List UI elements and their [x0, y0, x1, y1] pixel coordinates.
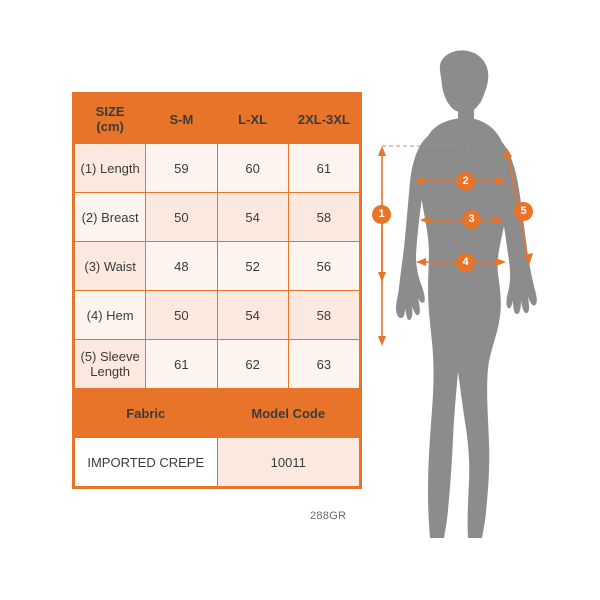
header-size-line1: SIZE — [95, 104, 125, 119]
cell-1-2: 58 — [288, 193, 359, 242]
measure-badge-5: 5 — [514, 202, 533, 221]
model-code-value: 10011 — [217, 438, 360, 487]
model-code-header: Model Code — [217, 389, 360, 438]
row-label-2: (3) Waist — [75, 242, 146, 291]
cell-2-1: 52 — [217, 242, 288, 291]
cell-0-1: 60 — [217, 144, 288, 193]
fabric-value: IMPORTED CREPE — [75, 438, 218, 487]
table-header-row — [75, 95, 360, 144]
header-size-line2: (cm) — [96, 119, 124, 134]
table-footer-header-row — [75, 389, 360, 438]
cell-4-1: 62 — [217, 340, 288, 389]
cell-4-2: 63 — [288, 340, 359, 389]
cell-3-1: 54 — [217, 291, 288, 340]
header-col-1: L-XL — [217, 95, 288, 144]
header-col-0: S-M — [146, 95, 217, 144]
fabric-header: Fabric — [75, 389, 218, 438]
row-label-4: (5) Sleeve Length — [75, 340, 146, 389]
model-figure-area — [370, 50, 595, 550]
measure-badge-2: 2 — [456, 172, 475, 191]
measure-badge-3: 3 — [462, 210, 481, 229]
cell-3-0: 50 — [146, 291, 217, 340]
row-label-1: (2) Breast — [75, 193, 146, 242]
header-size-label — [75, 95, 146, 144]
measure-badge-1: 1 — [372, 205, 391, 224]
header-col-2: 2XL-3XL — [288, 95, 359, 144]
size-table — [74, 94, 360, 487]
cell-0-2: 61 — [288, 144, 359, 193]
measure-badge-4: 4 — [456, 253, 475, 272]
row-label-3: (4) Hem — [75, 291, 146, 340]
size-table-container — [72, 92, 362, 489]
cell-1-1: 54 — [217, 193, 288, 242]
table-row — [75, 193, 360, 242]
cell-2-0: 48 — [146, 242, 217, 291]
table-row — [75, 291, 360, 340]
code-note: 288GR — [310, 510, 347, 522]
table-footer-value-row — [75, 438, 360, 487]
table-row — [75, 242, 360, 291]
cell-3-2: 58 — [288, 291, 359, 340]
cell-2-2: 56 — [288, 242, 359, 291]
cell-0-0: 59 — [146, 144, 217, 193]
row-label-0: (1) Length — [75, 144, 146, 193]
table-row — [75, 144, 360, 193]
cell-1-0: 50 — [146, 193, 217, 242]
table-row — [75, 340, 360, 389]
female-silhouette-icon — [370, 50, 595, 550]
cell-4-0: 61 — [146, 340, 217, 389]
